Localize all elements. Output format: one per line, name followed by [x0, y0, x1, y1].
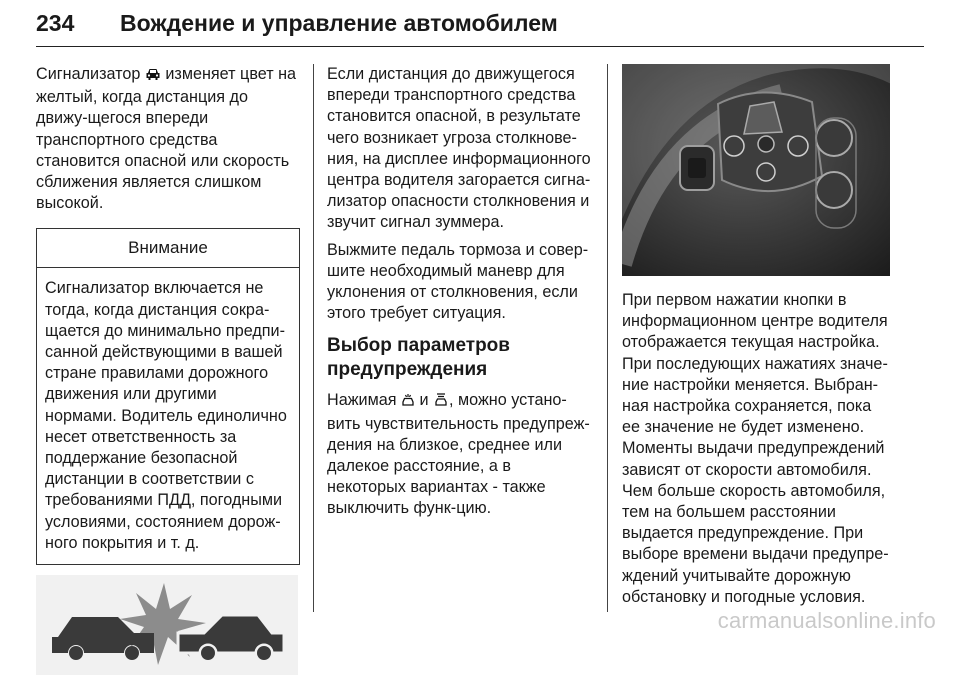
- column-left: [36, 64, 300, 675]
- warning-heading: Внимание: [37, 229, 299, 268]
- following-distance-icon: [433, 392, 449, 413]
- intro-paragraph: Сигнализатор изменяет цвет на желтый, когда дистанция до движу-щегося впереди транспортного средства становится опасной или скорость сближения является слишком высокой.: [36, 65, 297, 213]
- column-right: [622, 64, 890, 608]
- column-divider: [313, 64, 314, 612]
- warning-text: Сигнализатор включается не тогда, когда дистанция сокра-щается до минимально предпи-санной действующими в вашей стране правилами дорожного движения или другими нормами. Водитель единолично несет ответственность за поддержание безопасной дистанции в соответствии с требованиями ПДД, погодными условиями, состоянием дорож-ного покрытия и т. д.: [45, 279, 287, 552]
- collision-alert-setting-icon: [401, 392, 415, 413]
- settings-description: При первом нажатии кнопки в информационном центре водителя отображается текущая настройка. При последующих нажатиях значе-ние настройки меняется. Выбран-ная настройка сохраняется, пока ее значение не будет изменено. Моменты выдачи предупреждений зависят от скорости автомобиля. Чем больше скорость автомобиля, тем на большем расстоянии выдается предупреждение. При выборе времени выдачи предупре-ждений учитывайте дорожную обстановку и погодные условия.: [622, 291, 889, 606]
- settings-paragraph: Нажимая и , можно устано-вить чувствительность предупреж-дения на близкое, среднее или далекое расстояние, а в некоторых вариантах - также выключить функ-цию.: [327, 391, 590, 518]
- collision-warning-illustration: [36, 575, 298, 675]
- page-title: Вождение и управление автомобилем: [120, 10, 558, 36]
- steering-wheel-controls-photo: [622, 64, 890, 276]
- brake-paragraph: Выжмите педаль тормоза и совер-шите необходимый маневр для уклонения от столкновения, если этого требует ситуация.: [327, 240, 589, 323]
- collision-paragraph: Если дистанция до движущегося впереди транспортного средства становится опасной, в результате чего возникает угроза столкнове-ния, на дисплее информационного центра водителя загорается сигна-лизатор опасности столкновения и звучит сигнал зуммера.: [327, 65, 591, 232]
- watermark: carmanualsonline.info: [717, 608, 936, 633]
- column-middle: [327, 64, 593, 520]
- column-divider: [607, 64, 608, 612]
- section-heading: Выбор параметров предупреждения: [327, 335, 510, 381]
- page-number: 234: [36, 10, 75, 36]
- page-header: [36, 6, 924, 47]
- warning-box: [36, 228, 300, 565]
- car-front-icon: [145, 66, 161, 87]
